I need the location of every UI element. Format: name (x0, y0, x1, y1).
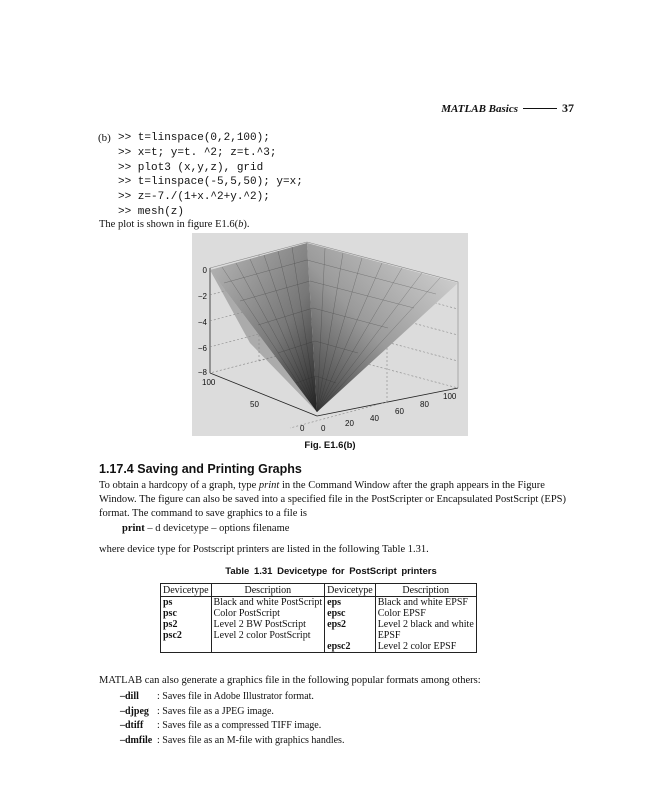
header-rule (523, 108, 557, 109)
paragraph-formats: MATLAB can also generate a graphics file in the following popular formats among others: (99, 675, 481, 686)
devicetype-table (160, 583, 477, 653)
running-header (441, 101, 574, 116)
code-line: >> t=linspace(-5,5,50); y=x; (118, 176, 303, 189)
paragraph-devicetype: where device type for Postscript printers are listed in the following Table 1.31. (99, 544, 429, 555)
formats-list (120, 690, 344, 748)
table-cell: Level 2 BW PostScript (211, 619, 325, 630)
table-cell: Level 2 color EPSF (375, 641, 476, 653)
code-line: >> x=t; y=t. ^2; z=t.^3; (118, 146, 277, 159)
table-cell: Level 2 color PostScript (211, 630, 325, 641)
table-row (161, 641, 477, 653)
code-listing (98, 131, 303, 220)
table-cell (161, 641, 212, 653)
print-command (122, 523, 289, 534)
table-cell: epsc2 (325, 641, 376, 653)
z-tick-label: −4 (197, 318, 207, 327)
y-tick-label: 50 (250, 400, 259, 409)
table-header: Description (375, 584, 476, 597)
para1-emph: print (258, 480, 280, 491)
x-tick-label: 0 (321, 424, 326, 433)
table-header: Devicetype (325, 584, 376, 597)
code-part-label: (b) (98, 132, 111, 144)
table-cell: Color PostScript (211, 608, 325, 619)
figure-mesh-plot (192, 233, 468, 436)
table-cell: eps2 (325, 619, 376, 630)
list-item (120, 719, 344, 734)
plot-intro-before: The plot is shown in figure E1.6( (99, 219, 239, 230)
plot-intro-after: ). (243, 219, 250, 230)
table-cell: epsc (325, 608, 376, 619)
table-cell: Black and white PostScript (211, 597, 325, 609)
list-item (120, 705, 344, 720)
y-tick-label: 0 (300, 424, 305, 433)
list-item (120, 690, 344, 705)
table-cell: Black and white EPSF (375, 597, 476, 609)
table-cell (211, 641, 325, 653)
section-title: Saving and Printing Graphs (137, 462, 302, 476)
table-row (161, 597, 477, 609)
table-header-row (161, 584, 477, 597)
z-tick-label: −6 (197, 344, 207, 353)
z-tick-label: 0 (202, 266, 207, 275)
plot-intro-text (99, 218, 569, 232)
para1-before: To obtain a hardcopy of a graph, type (99, 480, 259, 491)
table-header: Devicetype (161, 584, 212, 597)
format-desc: : Saves file as an M-file with graphics handles. (157, 734, 345, 746)
format-desc: : Saves file as a compressed TIFF image. (157, 720, 322, 731)
code-line: >> plot3 (x,y,z), grid (118, 161, 264, 174)
z-tick-label: −2 (197, 292, 207, 301)
table-cell: EPSF (375, 630, 476, 641)
table-row (161, 619, 477, 630)
figure-caption: Fig. E1.6(b) (304, 440, 356, 451)
table-cell: ps2 (161, 619, 212, 630)
x-tick-label: 60 (395, 407, 404, 416)
para1-after: in the Command Window after the graph appears in the Figure Window. The figure can also be saved into a specified file in the PostScripter or Encapsulated PostScript (EPS) format. The command to save graphics to a file is (99, 480, 567, 519)
format-name: –dtiff (120, 720, 144, 731)
table-header: Description (211, 584, 325, 597)
code-line: >> t=linspace(0,2,100); (118, 132, 270, 144)
format-name: –dmfile (120, 734, 153, 746)
section-number: 1.17.4 (99, 462, 134, 476)
table-cell: psc (161, 608, 212, 619)
plot-intro-ref: b (238, 219, 244, 230)
code-line: >> z=-7./(1+x.^2+y.^2); (118, 191, 270, 204)
x-tick-label: 20 (345, 419, 354, 428)
format-name: –djpeg (120, 705, 149, 717)
page-number: 37 (562, 101, 574, 115)
mesh-plot-svg (192, 233, 468, 436)
format-desc: : Saves file in Adobe Illustrator format. (157, 691, 314, 702)
x-tick-label: 80 (420, 400, 429, 409)
table-cell: ps (161, 597, 212, 609)
format-name: –dill (120, 691, 139, 702)
table-cell (325, 630, 376, 641)
paragraph-hardcopy (99, 479, 569, 521)
x-tick-label: 40 (370, 414, 379, 423)
section-heading (99, 462, 302, 476)
table-row (161, 608, 477, 619)
command-name: print (122, 523, 145, 534)
list-item (120, 734, 344, 749)
table-row (161, 630, 477, 641)
x-tick-label: 100 (443, 392, 457, 401)
table-caption: Table 1.31 Devicetype for PostScript printers (225, 566, 437, 577)
header-title: MATLAB Basics (441, 102, 518, 115)
command-args: – d devicetype – options filename (144, 523, 290, 534)
y-tick-label: 100 (202, 378, 216, 387)
format-desc: : Saves file as a JPEG image. (157, 705, 274, 717)
z-tick-label: −8 (197, 368, 207, 377)
table-cell: eps (325, 597, 376, 609)
code-line: >> mesh(z) (118, 205, 185, 218)
table-cell: Level 2 black and white (375, 619, 476, 630)
table-cell: psc2 (161, 630, 212, 641)
table-cell: Color EPSF (375, 608, 476, 619)
mesh-surface (210, 243, 458, 412)
